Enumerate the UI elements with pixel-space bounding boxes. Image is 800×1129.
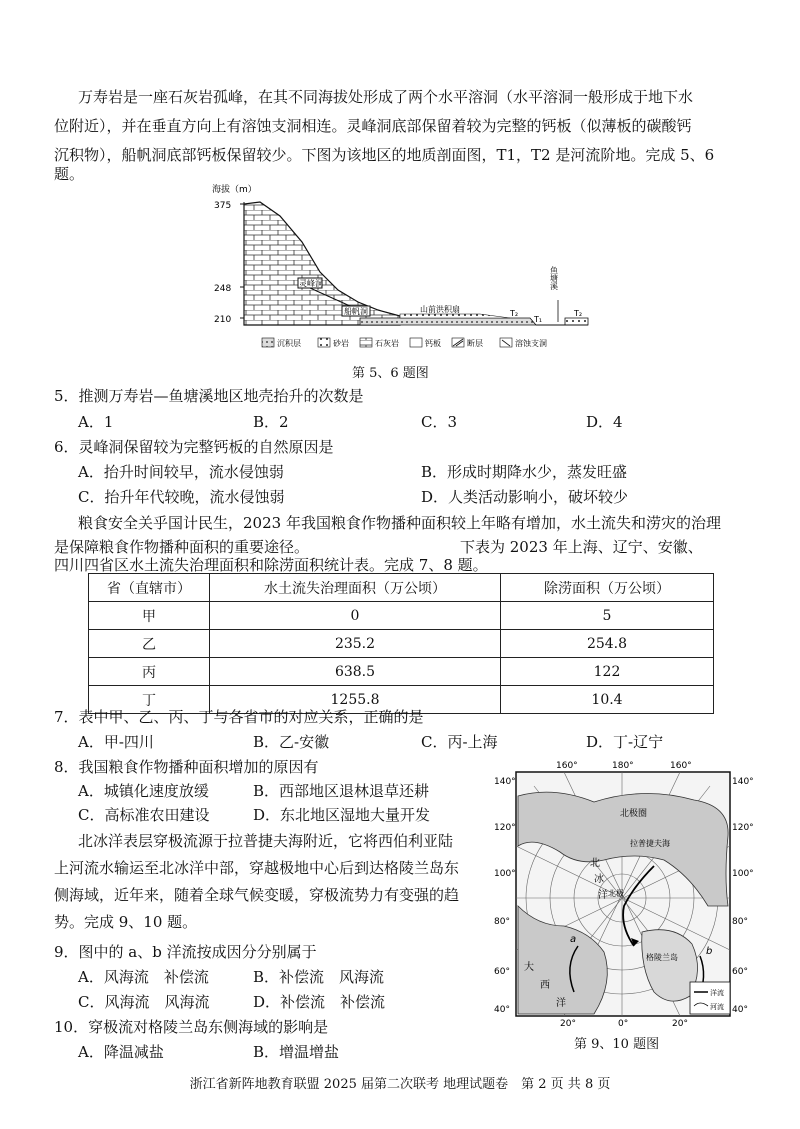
q5-option-a[interactable]: A．1 (78, 413, 114, 431)
intro-5-6-line-4: 题。 (54, 165, 85, 183)
q7-option-c[interactable]: C．丙-上海 (421, 733, 498, 751)
label-atlantic-xi: 西 (540, 980, 550, 991)
q7-option-b[interactable]: B．乙-安徽 (253, 733, 330, 751)
page-footer: 浙江省新阵地教育联盟 2025 届第二次联考 地理试题卷 第 2 页 共 8 页 (189, 1077, 611, 1092)
q9-option-c[interactable]: C．风海流 风海流 (78, 993, 210, 1011)
q5-option-d[interactable]: D．4 (586, 413, 623, 431)
q5-option-b[interactable]: B．2 (253, 413, 289, 431)
label-ocean-bing: 冰 (594, 874, 604, 885)
table-cell: 0 (210, 602, 501, 630)
alluvial-fan (400, 314, 510, 318)
q7-option-d[interactable]: D．丁-辽宁 (586, 733, 664, 751)
q10-option-b[interactable]: B．增温增盐 (253, 1043, 340, 1061)
label-arctic-circle: 北极圈 (620, 809, 648, 819)
legend-river: 河流 (710, 1003, 724, 1011)
intro-7-8-line-2a: 是保障粮食作物播种面积的重要途径。 (54, 538, 310, 556)
label-chuanfan-cave: 船帆洞 (344, 307, 368, 316)
label-t1: T₁ (534, 315, 543, 324)
table-header-erosion-area: 水土流失治理面积（万公顷） (210, 574, 501, 602)
profile-tick-375: 375 (214, 201, 232, 211)
table-cell: 638.5 (210, 658, 501, 686)
label-ocean-yang: 洋 (598, 890, 608, 901)
map-left-label-100: 100° (494, 869, 516, 879)
label-greenland: 格陵兰岛 (646, 953, 678, 962)
legend-sandstone: 砂岩 (333, 339, 349, 348)
q9-stem: 9．图中的 a、b 洋流按成因分分别属于 (54, 943, 317, 961)
legend-sediment: 沉积层 (277, 339, 301, 348)
q8-option-a[interactable]: A．城镇化速度放缓 (78, 782, 209, 800)
table-cell: 丁 (89, 686, 210, 714)
legend-current: 洋流 (710, 989, 724, 997)
label-t2-left: T₂ (510, 309, 519, 318)
intro-7-8-line-1: 粮食安全关乎国计民生，2023 年我国粮食作物播种面积较上年略有增加，水土流失和涝灾的治理 (78, 514, 721, 532)
legend-fault: 断层 (467, 339, 483, 348)
q10-stem: 10．穿极流对格陵兰岛东侧海域的影响是 (54, 1018, 329, 1036)
q7-stem: 7．表中甲、乙、丙、丁与各省市的对应关系，正确的是 (54, 708, 424, 726)
table-cell: 10.4 (501, 686, 714, 714)
map-right-label-60: 60° (732, 967, 748, 977)
q8-option-d[interactable]: D．东北地区湿地大量开发 (253, 806, 431, 824)
table-cell: 1255.8 (210, 686, 501, 714)
map-legend (690, 982, 730, 1014)
q8-stem: 8．我国粮食作物播种面积增加的原因有 (54, 758, 319, 776)
intro-5-6-line-1: 万寿岩是一座石灰岩孤峰，在其不同海拔处形成了两个水平溶洞（水平溶洞一般形成于地下水 (78, 88, 694, 106)
legend-limestone: 石灰岩 (375, 339, 399, 348)
intro-5-6-line-2: 位附近），并在垂直方向上有溶蚀支洞相连。灵峰洞底部保留着较为完整的钙板（似薄板的碳酸钙 (54, 117, 692, 135)
q7-option-a[interactable]: A．甲-四川 (78, 733, 154, 751)
profile-ylabel: 海拔（m） (212, 185, 257, 195)
intro-7-8-line-3: 四川四省区水土流失治理面积和除涝面积统计表。完成 7、8 题。 (54, 556, 488, 574)
intro-5-6-line-3: 沉积物），船帆洞底部钙板保留较少。下图为该地区的地质剖面图，T1，T2 是河流阶地。完成 5、6 (54, 146, 715, 164)
table-header-drainage-area: 除涝面积（万公顷） (501, 574, 714, 602)
profile-legend (262, 338, 547, 348)
label-atlantic-yang: 洋 (556, 998, 566, 1009)
geological-profile-figure (210, 180, 600, 358)
map-left-label-60: 60° (494, 967, 510, 977)
map-right-label-40: 40° (732, 1005, 748, 1015)
map-left-label-40: 40° (494, 1005, 510, 1015)
intro-7-8-line-2b: 下表为 2023 年上海、辽宁、安徽、 (460, 538, 703, 556)
intro-9-10-line-2: 上河流水输运至北冰洋中部，穿越极地中心后到达格陵兰岛东 (54, 859, 460, 877)
intro-9-10-line-1: 北冰洋表层穿极流源于拉普捷夫海附近，它将西伯利亚陆 (78, 832, 454, 850)
map-bottom-label-20e: 20° (672, 1019, 688, 1029)
map-right-label-100: 100° (732, 869, 754, 879)
label-t2-right: T₂ (574, 309, 583, 318)
label-lingfeng-cave: 灵峰洞 (299, 279, 323, 288)
legend-dissolution-branch: 溶蚀支洞 (515, 339, 547, 348)
table-cell: 乙 (89, 630, 210, 658)
label-ocean-bei: 北 (590, 858, 600, 869)
table-cell: 254.8 (501, 630, 714, 658)
table-cell: 甲 (89, 602, 210, 630)
map-top-label-160w: 160° (556, 761, 578, 771)
map-left-label-120: 120° (494, 823, 516, 833)
profile-caption: 第 5、6 题图 (352, 366, 429, 381)
q8-option-c[interactable]: C．高标准农田建设 (78, 806, 210, 824)
map-top-label-180: 180° (612, 761, 634, 771)
q6-option-b[interactable]: B．形成时期降水少，蒸发旺盛 (421, 463, 628, 481)
limestone-mass (244, 202, 400, 325)
statistics-table (88, 573, 714, 714)
q5-option-c[interactable]: C．3 (421, 413, 458, 431)
q9-option-d[interactable]: D．补偿流 补偿流 (253, 993, 386, 1011)
label-current-a: a (570, 934, 577, 945)
table-header-row (89, 574, 714, 602)
q5-stem: 5．推测万寿岩—鱼塘溪地区地壳抬升的次数是 (54, 387, 364, 405)
profile-tick-248: 248 (214, 284, 232, 294)
profile-tick-210: 210 (214, 315, 232, 325)
terrace-right (565, 318, 588, 325)
table-row (89, 630, 714, 658)
q6-option-d[interactable]: D．人类活动影响小，破坏较少 (421, 488, 629, 506)
q9-option-a[interactable]: A．风海流 补偿流 (78, 968, 209, 986)
map-top-label-160e: 160° (670, 761, 692, 771)
legend-calcite-plate: 钙板 (425, 339, 441, 348)
label-alluvial-fan: 山前洪积扇 (420, 305, 460, 314)
table-cell: 丙 (89, 658, 210, 686)
map-left-label-80: 80° (494, 917, 510, 927)
label-laptev-sea: 拉普捷夫海 (630, 839, 670, 848)
table-cell: 122 (501, 658, 714, 686)
label-yutang-stream: 鱼塘溪 (549, 266, 559, 290)
q6-option-a[interactable]: A．抬升时间较早，流水侵蚀弱 (78, 463, 284, 481)
map-caption: 第 9、10 题图 (574, 1037, 660, 1052)
label-atlantic-da: 大 (524, 962, 534, 973)
label-current-b: b (706, 946, 713, 957)
map-right-label-80: 80° (732, 917, 748, 927)
table-row (89, 602, 714, 630)
table-cell: 5 (501, 602, 714, 630)
map-right-label-140: 140° (732, 777, 754, 787)
intro-9-10-line-3: 侧海域，近年来，随着全球气候变暖，穿极流势力有变强的趋 (54, 886, 460, 904)
intro-9-10-line-4: 势。完成 9、10 题。 (54, 913, 198, 931)
sediment-floor (360, 318, 536, 325)
q9-option-b[interactable]: B．补偿流 风海流 (253, 968, 385, 986)
map-bottom-label-20w: 20° (560, 1019, 576, 1029)
q6-option-c[interactable]: C．抬升年代较晚，流水侵蚀弱 (78, 488, 285, 506)
label-north-pole: 北极 (608, 889, 624, 898)
table-header-province: 省（直辖市） (89, 574, 210, 602)
q6-stem: 6．灵峰洞保留较为完整钙板的自然原因是 (54, 438, 334, 456)
map-left-label-140: 140° (494, 777, 516, 787)
map-right-label-120: 120° (732, 823, 754, 833)
table-row (89, 658, 714, 686)
table-cell: 235.2 (210, 630, 501, 658)
arctic-map-figure (494, 756, 754, 1032)
q8-option-b[interactable]: B．西部地区退林退草还耕 (253, 782, 430, 800)
map-bottom-label-0: 0° (618, 1019, 629, 1029)
q10-option-a[interactable]: A．降温减盐 (78, 1043, 164, 1061)
